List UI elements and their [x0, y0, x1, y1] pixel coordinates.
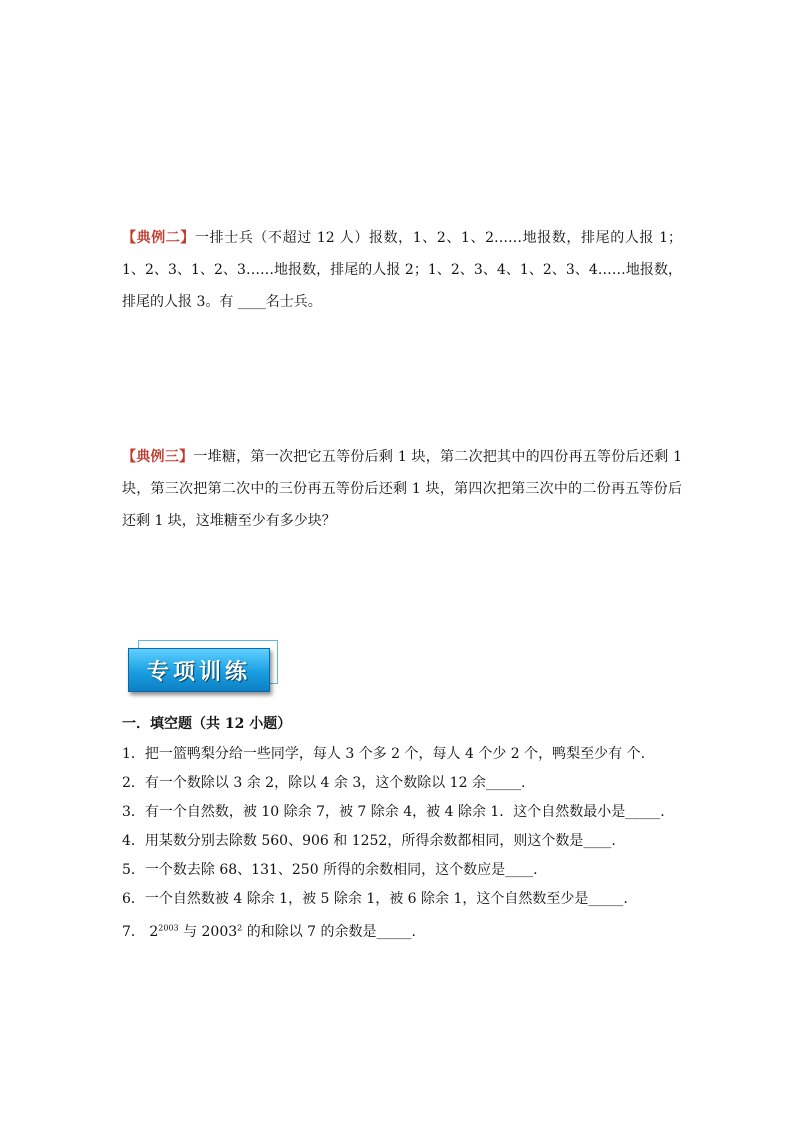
- problem7-middle: 与 2003: [178, 924, 238, 940]
- example-three: [122, 441, 682, 537]
- problem-list: [122, 740, 682, 947]
- problem-item: 5．一个数去除 68、131、250 所得的余数相同，这个数应是____.: [122, 862, 538, 878]
- problem-item: 4．用某数分别去除数 560、906 和 1252，所得余数都相同，则这个数是____.: [122, 833, 616, 849]
- example-two: [122, 222, 682, 318]
- problem7-suffix: 的和除以 7 的余数是_____.: [242, 924, 416, 940]
- problem-item: 1．把一篮鸭梨分给一些同学，每人 3 个多 2 个，每人 4 个少 2 个，鸭梨至少有 个.: [122, 746, 646, 762]
- problem-item: 6．一个自然数被 4 除余 1，被 5 除余 1，被 6 除余 1，这个自然数至少是_____.: [122, 891, 628, 907]
- problem-item: 3．有一个自然数，被 10 除余 7，被 7 除余 4，被 4 除余 1．这个自然数最小是_____.: [122, 804, 665, 820]
- example-two-tag: 【典例二】: [122, 230, 196, 246]
- section-heading: 一．填空题（共 12 小题）: [122, 716, 292, 732]
- problem7-exponent-2003: 2003: [158, 923, 179, 933]
- problem7-prefix: 7． 2: [122, 924, 159, 940]
- problem-item: 2．有一个数除以 3 余 2，除以 4 余 3，这个数除以 12 余_____.: [122, 775, 526, 791]
- example-three-text: 一堆糖，第一次把它五等份后剩 1 块，第二次把其中的四份再五等份后还剩 1 块，第三次把第二次中的三份再五等份后还剩 1 块，第四次把第三次中的二份再五等份后还剩 1 块，这堆糖至少有多少块？: [122, 449, 682, 529]
- banner-front-plate: [128, 648, 270, 692]
- special-training-banner: [128, 648, 268, 690]
- banner-label: 专项训练: [146, 659, 251, 685]
- example-two-text: 一排士兵（不超过 12 人）报数，1、2、1、2……地报数，排尾的人报 1；1、2、3、1、2、3……地报数，排尾的人报 2；1、2、3、4、1、2、3、4……地报数，排尾的人报 3。有 ____名士兵。: [122, 230, 682, 310]
- problem-item-7: [122, 918, 682, 947]
- problem7-exponent-2: 2: [237, 923, 243, 933]
- example-three-tag: 【典例三】: [122, 449, 194, 465]
